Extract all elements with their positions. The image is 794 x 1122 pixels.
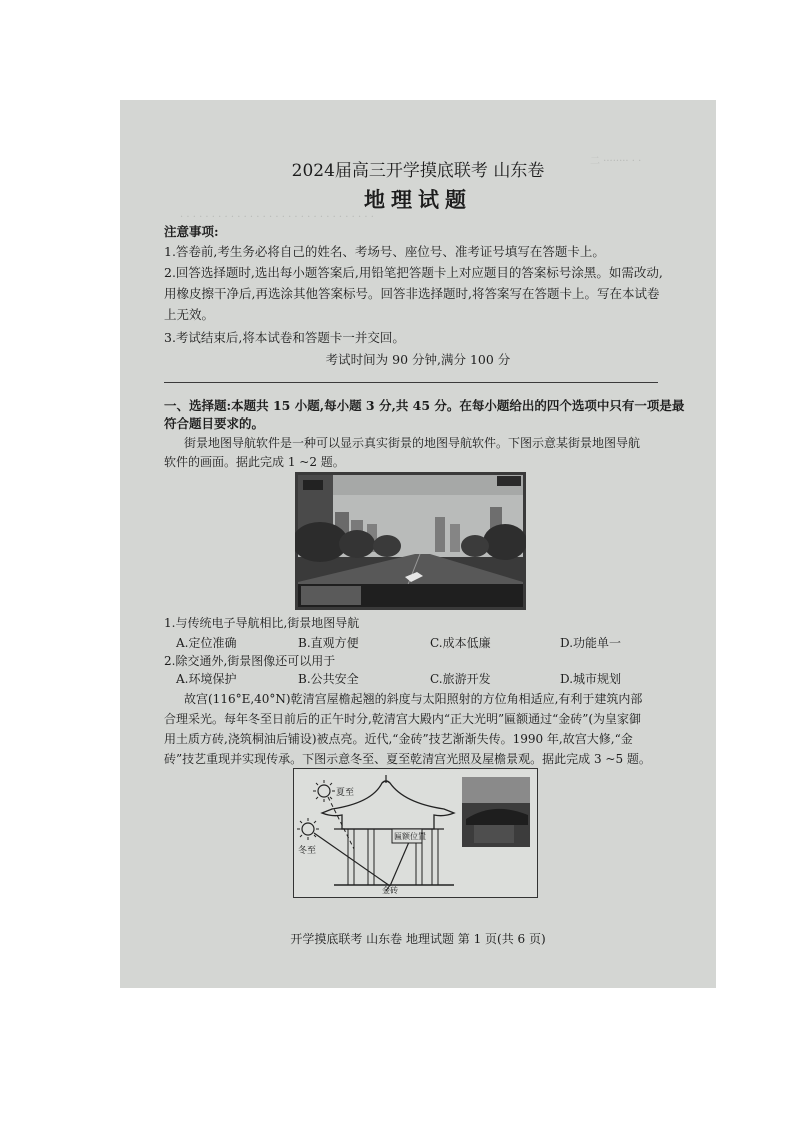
question-1-stem: 1.与传统电子导航相比,街景地图导航	[164, 616, 360, 630]
plaque-position-label: 匾额位置	[394, 832, 426, 841]
summer-solstice-label: 夏至	[336, 788, 355, 798]
notice-item-2-cont: 用橡皮擦干净后,再选涂其他答案标号。回答非选择题时,将答案写在答题卡上。写在本试卷	[164, 286, 660, 301]
question-2-stem: 2.除交通外,街景图像还可以用于	[164, 654, 336, 668]
exam-page	[120, 100, 716, 988]
summer-sun-icon	[313, 780, 335, 802]
passage-2-line-4: 砖”技艺重现并实现传承。下图示意冬至、夏至乾清宫光照及屋檐景观。据此完成 3 ~5 题。	[164, 752, 651, 766]
notice-item-3: 3.考试结束后,将本试卷和答题卡一并交回。	[164, 330, 405, 345]
page-footer: 开学摸底联考 山东卷 地理试题 第 1 页(共 6 页)	[290, 932, 546, 946]
exam-title: 2024届高三开学摸底联考 山东卷	[291, 161, 545, 181]
notice-item-2-end: 上无效。	[164, 307, 215, 322]
q1-option-a: A.定位准确	[176, 636, 237, 650]
passage-1-line-2: 软件的画面。据此完成 1 ~2 题。	[164, 455, 345, 469]
winter-solstice-label: 冬至	[298, 846, 317, 856]
passage-1-line-1: 街景地图导航软件是一种可以显示真实街景的地图导航软件。下图示意某街景地图导航	[184, 436, 641, 450]
exam-time-note: 考试时间为 90 分钟,满分 100 分	[325, 352, 511, 367]
q1-option-d: D.功能单一	[560, 636, 622, 650]
section-heading-cont: 符合题目要求的。	[164, 416, 265, 431]
subject-title: 地理试题	[364, 187, 472, 212]
q2-option-a: A.环境保护	[176, 672, 237, 686]
q2-option-d: D.城市规划	[560, 672, 622, 686]
q1-option-c: C.成本低廉	[430, 636, 491, 650]
passage-2-line-3: 用土质方砖,浇筑桐油后铺设)被点亮。近代,“金砖”技艺渐渐失传。1990 年,故宫大修,“金	[164, 732, 633, 746]
notice-heading: 注意事项:	[164, 224, 219, 239]
winter-sun-icon	[297, 818, 319, 840]
notice-item-1: 1.答卷前,考生务必将自己的姓名、考场号、座位号、准考证号填写在答题卡上。	[164, 244, 605, 259]
palace-lighting-diagram	[293, 768, 538, 898]
street-view-image	[295, 472, 526, 610]
passage-2-line-2: 合理采光。每年冬至日前后的正午时分,乾清宫大殿内“正大光明”匾额通过“金砖”(为皇家御	[164, 712, 642, 726]
q2-option-b: B.公共安全	[298, 672, 359, 686]
notice-item-2: 2.回答选择题时,选出每小题答案后,用铅笔把答题卡上对应题目的答案标号涂黑。如需改动,	[164, 265, 663, 280]
q1-option-b: B.直观方便	[298, 636, 359, 650]
q2-option-c: C.旅游开发	[430, 672, 491, 686]
show-through-text: 二 ········ · ·	[590, 156, 642, 167]
divider	[164, 382, 658, 383]
section-heading: 一、选择题:本题共 15 小题,每小题 3 分,共 45 分。在每小题给出的四个选项中只有一项是最	[164, 398, 685, 413]
show-through-text: · · · · · · · · · · · · · · · · · · · · · · · · · · · · · · ·	[180, 212, 374, 223]
passage-2-line-1: 故宫(116°E,40°N)乾清宫屋檐起翘的斜度与太阳照射的方位角相适应,有利于建筑内部	[184, 692, 643, 706]
golden-brick-label: 金砖	[382, 886, 398, 895]
